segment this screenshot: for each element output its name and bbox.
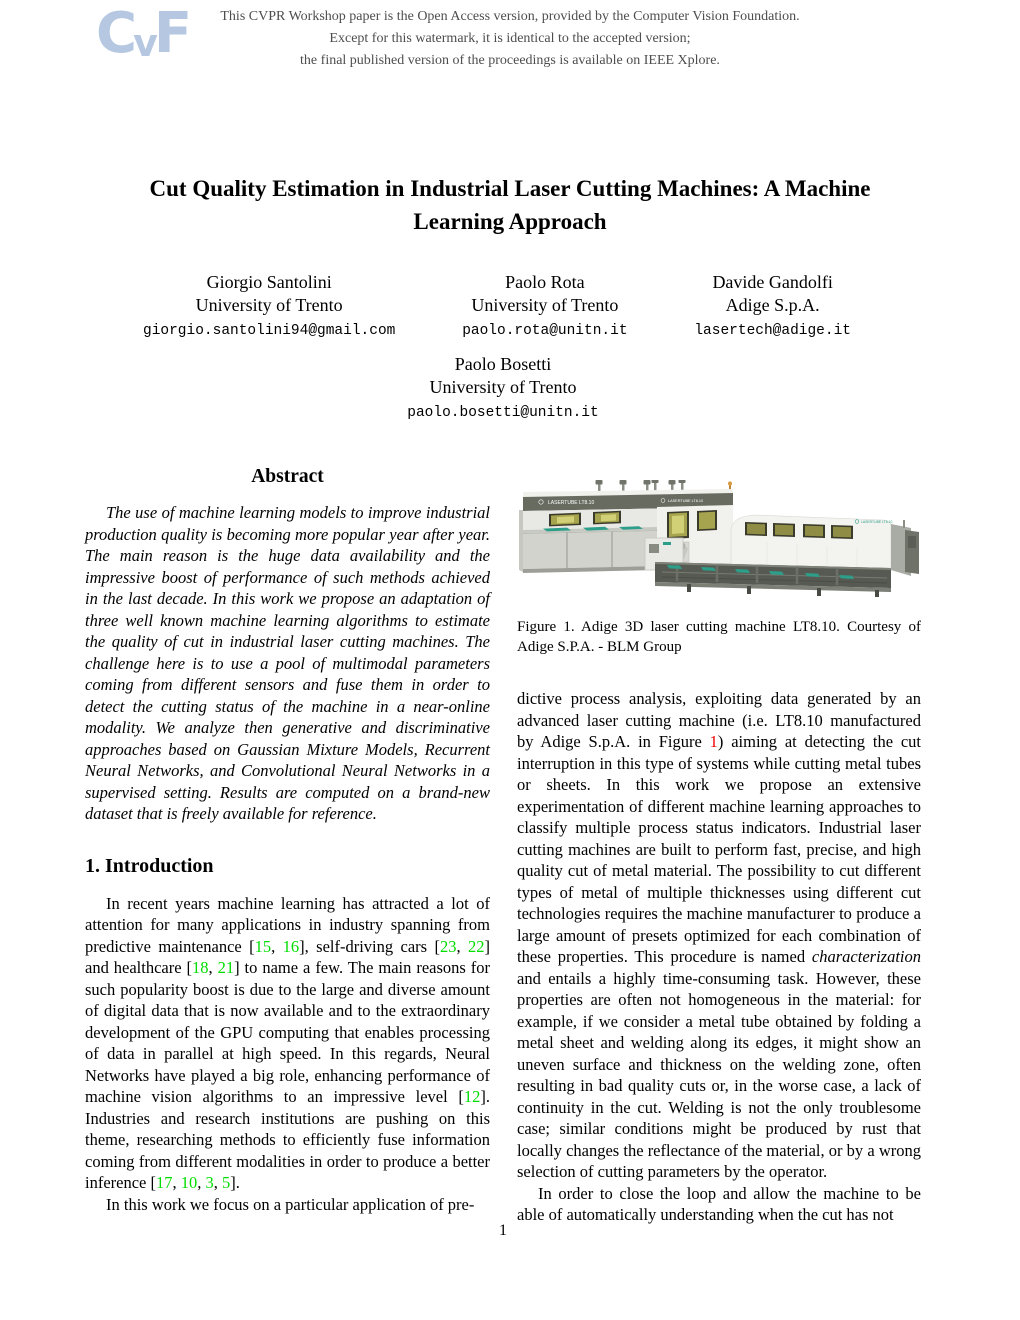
cvf-logo-letter-c: C [96,1,135,66]
laser-cutting-machine-photo [517,480,921,612]
author-affiliation: University of Trento [429,377,577,397]
introduction-heading: 1. Introduction [85,854,214,877]
cvf-logo-letter-v: v [133,21,155,65]
citation-ref[interactable]: 12 [463,1087,481,1106]
author-block [85,271,921,422]
watermark-line-1: This CVPR Workshop paper is the Open Access version, provided by the Computer Vision Foundation. [220,9,800,24]
citation-ref[interactable]: 10 [180,1173,198,1192]
figure-ref[interactable]: 1 [709,732,718,751]
citation-ref[interactable]: 17 [156,1173,173,1192]
body-columns [85,458,921,1226]
author-paolo-bosetti [407,353,598,422]
paper-title-line-1: Cut Quality Estimation in Industrial Laser Cutting Machines: A Machine [149,176,871,201]
author-name: Paolo Rota [505,272,585,292]
page-number: 1 [499,1222,507,1239]
author-name: Davide Gandolfi [712,272,833,292]
watermark-line-3: the final published version of the proceedings is available on IEEE Xplore. [300,53,720,68]
author-paolo-rota [462,271,627,340]
author-email: paolo.bosetti@unitn.it [407,405,599,421]
figure-caption: Figure 1. Adige 3D laser cutting machine LT8.10. Courtesy of Adige S.P.A. - BLM Group [517,619,921,655]
citation-ref[interactable]: 18 [192,958,209,977]
open-access-watermark [0,6,1020,72]
author-email: giorgio.santolini94@gmail.com [143,323,396,339]
body-paragraph-continuation: dictive process analysis, exploiting data generated by an advanced laser cutting machine (i.e. LT8.10 manufactured by Adige S.p.A. in Figure 1) aiming at detecting the cut interruption in this type of systems while cutting metal tubes or sheets. In this work we propose an extensive experimentation of different machine learning approaches to classify multiple process status indicators. Industrial laser cutting machines are built to perform fast, precise, and high quality cut of metal material. The possibility to cut different types of metal of multiple thicknesses using different cut technologies requires the machine manufacturer to produce a large amount of presets optimized for each combination of these properties. This procedure is named characterization and entails a highly time-consuming task. However, these properties are often not homogeneous in the material: for example, if we consider a metal tube obtained by folding a metal sheet and welding along its edges, it might show an uneven surface and thickness on the welding zone, often resulting in bad quality cuts or, in the worse case, a lack of continuity in the cut. Welding is not the only troublesome case; similar conditions might be produced by rust that locally changes the reflectance of the material, or by a wrong selection of cutting parameters by the operator. [517,689,921,1181]
author-email: lasertech@adige.it [694,323,851,339]
watermark-line-2: Except for this watermark, it is identical to the accepted version; [329,31,691,46]
right-column [517,458,921,1226]
citation-ref[interactable]: 15 [254,936,272,956]
svg-text:LASERTUBE LT8.10: LASERTUBE LT8.10 [548,500,595,506]
authors-row-2 [85,353,921,422]
svg-text:LASERTUBE LT8.10: LASERTUBE LT8.10 [668,499,704,503]
author-affiliation: University of Trento [471,295,619,315]
author-davide-gandolfi [694,271,851,340]
abstract-text: The use of machine learning models to improve industrial production quality is becoming more popular year after year. The main reason is the huge data availability and the impressive boost of performance of such methods achieved in the last decade. In this work we propose an adaptation of three well known machine learning algorithms to estimate the quality of cut in industrial laser cutting machines. The challenge here is to use a pool of multimodal parameters coming from different sensors and fuse them in order to detect the cutting status of the machine in a near-online modality. We analyze then generative and discriminative approaches based on Gaussian Mixture Models, Recurrent Neural Networks, and Convolutional Neural Networks in a supervised setting. Results are computed on a brand-new dataset that is freely available for reference. [85,503,490,823]
introduction-paragraph-1: In recent years machine learning has attracted a lot of attention for many applications in industry spanning from predictive maintenance [15, 16], self-driving cars [23, 22] and healthcare [18, 21] to name a few. The main reasons for such popularity boost is due to the large and diverse amount of digital data that is now available and to the extraordinary development of the GPU computing that enables processing of data in parallel at high speed. In this regards, Neural Networks have played a big role, enhancing performance of machine vision algorithms to an impressive level [12]. Industries and research institutions are pushing on this theme, researching methods to efficiently fuse information coming from different modalities in order to produce a better inference [17, 10, 3, 5]. [85,893,490,1192]
introduction-paragraph-2: In this work we focus on a particular application of pre- [106,1194,475,1214]
citation-ref[interactable]: 5 [222,1173,231,1192]
paper-title-line-2: Learning Approach [413,209,607,234]
abstract-heading: Abstract [251,466,324,487]
citation-ref[interactable]: 22 [468,936,485,956]
left-column [85,458,490,1226]
author-giorgio-santolini [143,271,395,340]
citation-ref[interactable]: 23 [439,936,457,956]
figure-1 [517,480,921,657]
author-affiliation: University of Trento [195,295,343,315]
paper-title [0,172,1020,238]
authors-row-1 [85,271,921,340]
citation-ref[interactable]: 16 [282,936,300,956]
cvf-logo-letter-f: F [153,1,190,66]
body-paragraph-2: In order to close the loop and allow the machine to be able of automatically understanding when the cut has not [517,1183,921,1224]
author-name: Giorgio Santolini [206,272,332,292]
author-affiliation: Adige S.p.A. [725,295,820,315]
emphasis-text: characterization [811,947,921,966]
author-email: paolo.rota@unitn.it [462,323,628,339]
citation-ref[interactable]: 21 [217,958,235,977]
citation-ref[interactable]: 3 [205,1173,214,1192]
author-name: Paolo Bosetti [454,354,552,374]
svg-text:LASERTUBE LT8.10: LASERTUBE LT8.10 [861,520,893,524]
